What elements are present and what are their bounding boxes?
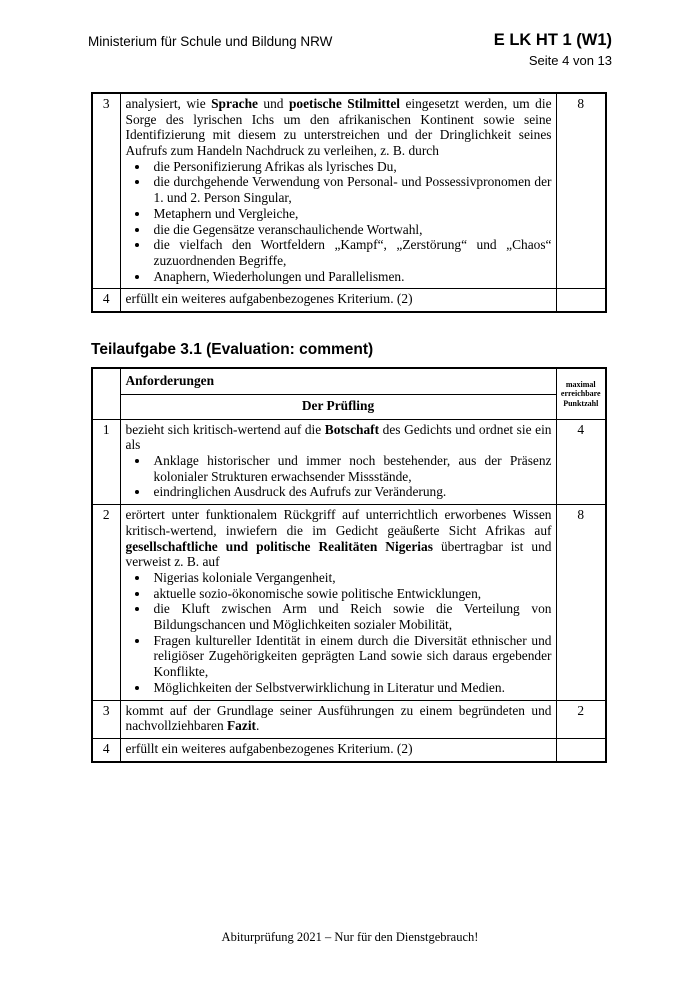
criterion-number: 3	[92, 700, 120, 738]
bullet-item: • Möglichkeiten der Selbstverwirklichung in Literatur und Medien.	[150, 680, 552, 696]
max-points-header: maximal erreichbare Punktzahl	[556, 368, 606, 419]
bullet-item: • die Kluft zwischen Arm und Reich sowie die Verteilung von Bildungschancen und Möglichkeiten sozialer Mobilität,	[150, 601, 552, 632]
points-cell	[556, 738, 606, 761]
page-number: Seite 4 von 13	[528, 52, 612, 68]
bullet-item: • Anaphern, Wiederholungen und Parallelismen.	[150, 269, 552, 285]
criterion-text	[120, 419, 556, 505]
bullet-item: • Metaphern und Vergleiche,	[150, 206, 552, 222]
bullet-item: • eindringlichen Ausdruck des Aufrufs zur Veränderung.	[150, 484, 552, 500]
criterion-row	[92, 700, 606, 738]
criterion-text	[120, 93, 556, 289]
points-cell: 4	[556, 419, 606, 505]
criterion-text	[120, 738, 556, 761]
criterion-row	[92, 738, 606, 761]
section-heading: Teilaufgabe 3.1 (Evaluation: comment)	[91, 341, 374, 359]
criterion-intro: erfüllt ein weiteres aufgabenbezogenes Kriterium. (2)	[125, 740, 413, 756]
footer-note: Abiturprüfung 2021 – Nur für den Dienstgebrauch!	[221, 930, 479, 944]
criterion-number: 1	[92, 419, 120, 505]
table1-body	[92, 93, 606, 312]
criterion-row	[92, 419, 606, 505]
criterion-text	[120, 289, 556, 312]
points-cell	[556, 289, 606, 312]
requirements-header: Anforderungen	[120, 368, 556, 394]
criterion-number: 3	[92, 93, 120, 289]
criterion-intro: bezieht sich kritisch-wertend auf die Botschaft des Gedichts und ordnet sie ein als	[125, 421, 552, 453]
criterion-bullet-list	[126, 570, 552, 696]
bullet-item: • Anklage historischer und immer noch bestehender, aus der Präsenz kolonialer Strukturen erwachsender Missstände,	[150, 453, 552, 484]
header-right-block	[494, 31, 612, 68]
criterion-intro: erfüllt ein weiteres aufgabenbezogenes Kriterium. (2)	[125, 291, 413, 307]
criterion-intro: kommt auf der Grundlage seiner Ausführungen zu einem begründeten und nachvollziehbaren Fazit.	[125, 702, 552, 734]
criterion-intro: analysiert, wie Sprache und poetische Stilmittel eingesetzt werden, um die Sorge des lyrischen Ichs um den afrikanischen Kontinent sowie seine Identifizierung mit diesem zu unterstreichen und der Dringlichkeit seines Aufrufs zum Handeln Nachdruck zu verleihen, z. B. durch	[125, 95, 552, 159]
points-cell: 8	[556, 93, 606, 289]
document-header	[88, 0, 612, 68]
examinee-header: Der Prüfling	[120, 394, 556, 419]
table-header-row-2	[92, 394, 606, 419]
criterion-number: 2	[92, 505, 120, 700]
bullet-item: • Nigerias koloniale Vergangenheit,	[150, 570, 552, 586]
criterion-bullet-list	[126, 159, 552, 285]
points-cell: 8	[556, 505, 606, 700]
criterion-text	[120, 700, 556, 738]
criteria-table-continued	[91, 92, 607, 313]
bullet-item: • Fragen kultureller Identität in einem durch die Diversität ethnischer und religiöser Zugehörigkeiten geprägten Land sowie sich daraus ergebender Konflikte,	[150, 633, 552, 680]
criterion-row	[92, 505, 606, 700]
criterion-intro: erörtert unter funktionalem Rückgriff auf unterrichtlich erworbenes Wissen kritisch-wertend, inwiefern die im Gedicht geäußerte Sicht Afrikas auf gesellschaftliche und politische Realitäten Nigerias übertragbar ist und verweist z. B. auf	[125, 507, 552, 570]
criterion-bullet-list	[126, 453, 552, 500]
ministry-label: Ministerium für Schule und Bildung NRW	[88, 34, 333, 49]
bullet-item: • die Personifizierung Afrikas als lyrisches Du,	[150, 159, 552, 175]
bullet-item: • aktuelle sozio-ökonomische sowie politische Entwicklungen,	[150, 586, 552, 602]
bullet-item: • die die Gegensätze veranschaulichende Wortwahl,	[150, 222, 552, 238]
criterion-text	[120, 505, 556, 700]
header-empty-cell	[92, 368, 120, 419]
criterion-row	[92, 289, 606, 312]
criteria-table-3-1	[91, 367, 607, 763]
points-cell: 2	[556, 700, 606, 738]
bullet-item: • die durchgehende Verwendung von Personal- und Possessivpronomen der 1. und 2. Person Singular,	[150, 174, 552, 205]
criterion-number: 4	[92, 289, 120, 312]
bullet-item: • die vielfach den Wortfeldern „Kampf“, „Zerstörung“ und „Chaos“ zuzuordnenden Begriffe,	[150, 237, 552, 268]
table2-body	[92, 419, 606, 762]
table2-head	[92, 368, 606, 419]
criterion-number: 4	[92, 738, 120, 761]
exam-code: E LK HT 1 (W1)	[493, 31, 612, 49]
criterion-row	[92, 93, 606, 289]
table-header-row-1	[92, 368, 606, 394]
